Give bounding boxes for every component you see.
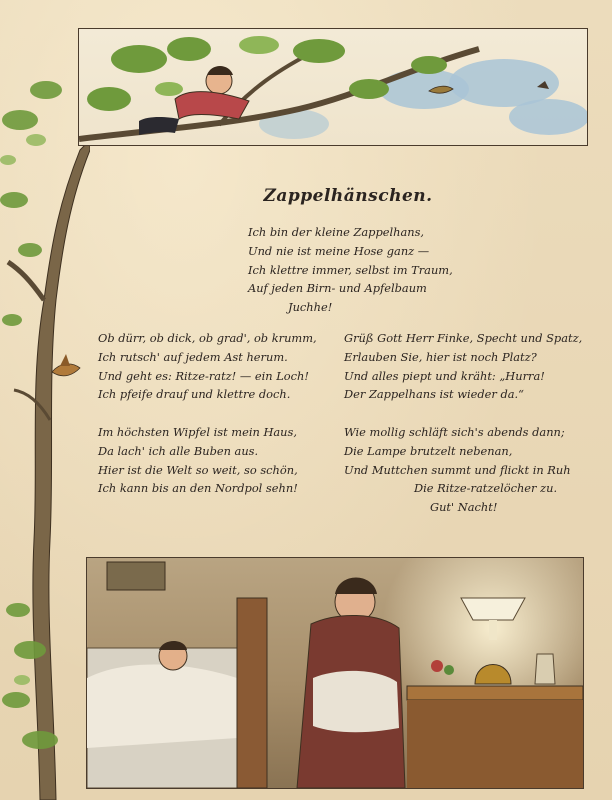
poem-line: Wie mollig schläft sich's abends dann;: [344, 425, 565, 439]
poem-line: Ob dürr, ob dick, ob grad', ob krumm,: [98, 331, 317, 345]
poem-intro-stanza: [248, 223, 453, 317]
poem-line: Die Lampe brutzelt nebenan,: [344, 443, 513, 458]
poem-line: Juchhe!: [288, 300, 333, 315]
poem-line: Ich rutsch' auf jedem Ast herum.: [98, 349, 288, 364]
bottom-illustration: [86, 557, 584, 789]
poem-line: Der Zappelhans ist wieder da.“: [344, 387, 524, 402]
poem-line: Ich bin der kleine Zappelhans,: [248, 225, 425, 239]
poem-line: Und Muttchen summt und flickt in Ruh: [344, 462, 571, 477]
poem-title: Zappelhänschen.: [263, 186, 433, 206]
bird-icon: [52, 354, 80, 376]
poem-stanza-left-1: [98, 329, 317, 404]
poem-line: Erlauben Sie, hier ist noch Platz?: [344, 349, 537, 364]
poem-line: Hier ist die Welt so weit, so schön,: [98, 462, 298, 477]
mother-sewing-by-lamp-icon: [87, 558, 583, 788]
top-illustration: [78, 28, 588, 146]
poem-line: Ich kann bis an den Nordpol sehn!: [98, 481, 298, 496]
poem-line: Ich klettre immer, selbst im Traum,: [248, 262, 453, 277]
poem-stanza-right-1: [344, 329, 582, 404]
poem-line: Ich pfeife drauf und klettre doch.: [98, 387, 291, 402]
poem-line: Die Ritze-ratzelöcher zu.: [414, 481, 558, 496]
poem-line: Und alles piept und kräht: „Hurra!: [344, 368, 545, 383]
poem-line: Grüß Gott Herr Finke, Specht und Spatz,: [344, 331, 583, 345]
boy-climbing-tree-icon: [79, 29, 587, 145]
tree-border-icon: [0, 0, 90, 800]
poem-line: Da lach' ich alle Buben aus.: [98, 443, 259, 458]
poem-closing: Gut' Nacht!: [430, 500, 498, 515]
poem-stanza-left-2: [98, 423, 298, 498]
poem-line: Und nie ist meine Hose ganz —: [248, 243, 430, 258]
poem-line: Und geht es: Ritze-ratz! — ein Loch!: [98, 368, 309, 383]
poem-line: Im höchsten Wipfel ist mein Haus,: [98, 425, 297, 439]
poem-stanza-right-2: [344, 423, 571, 517]
poem-line: Auf jeden Birn- und Apfelbaum: [248, 281, 427, 296]
